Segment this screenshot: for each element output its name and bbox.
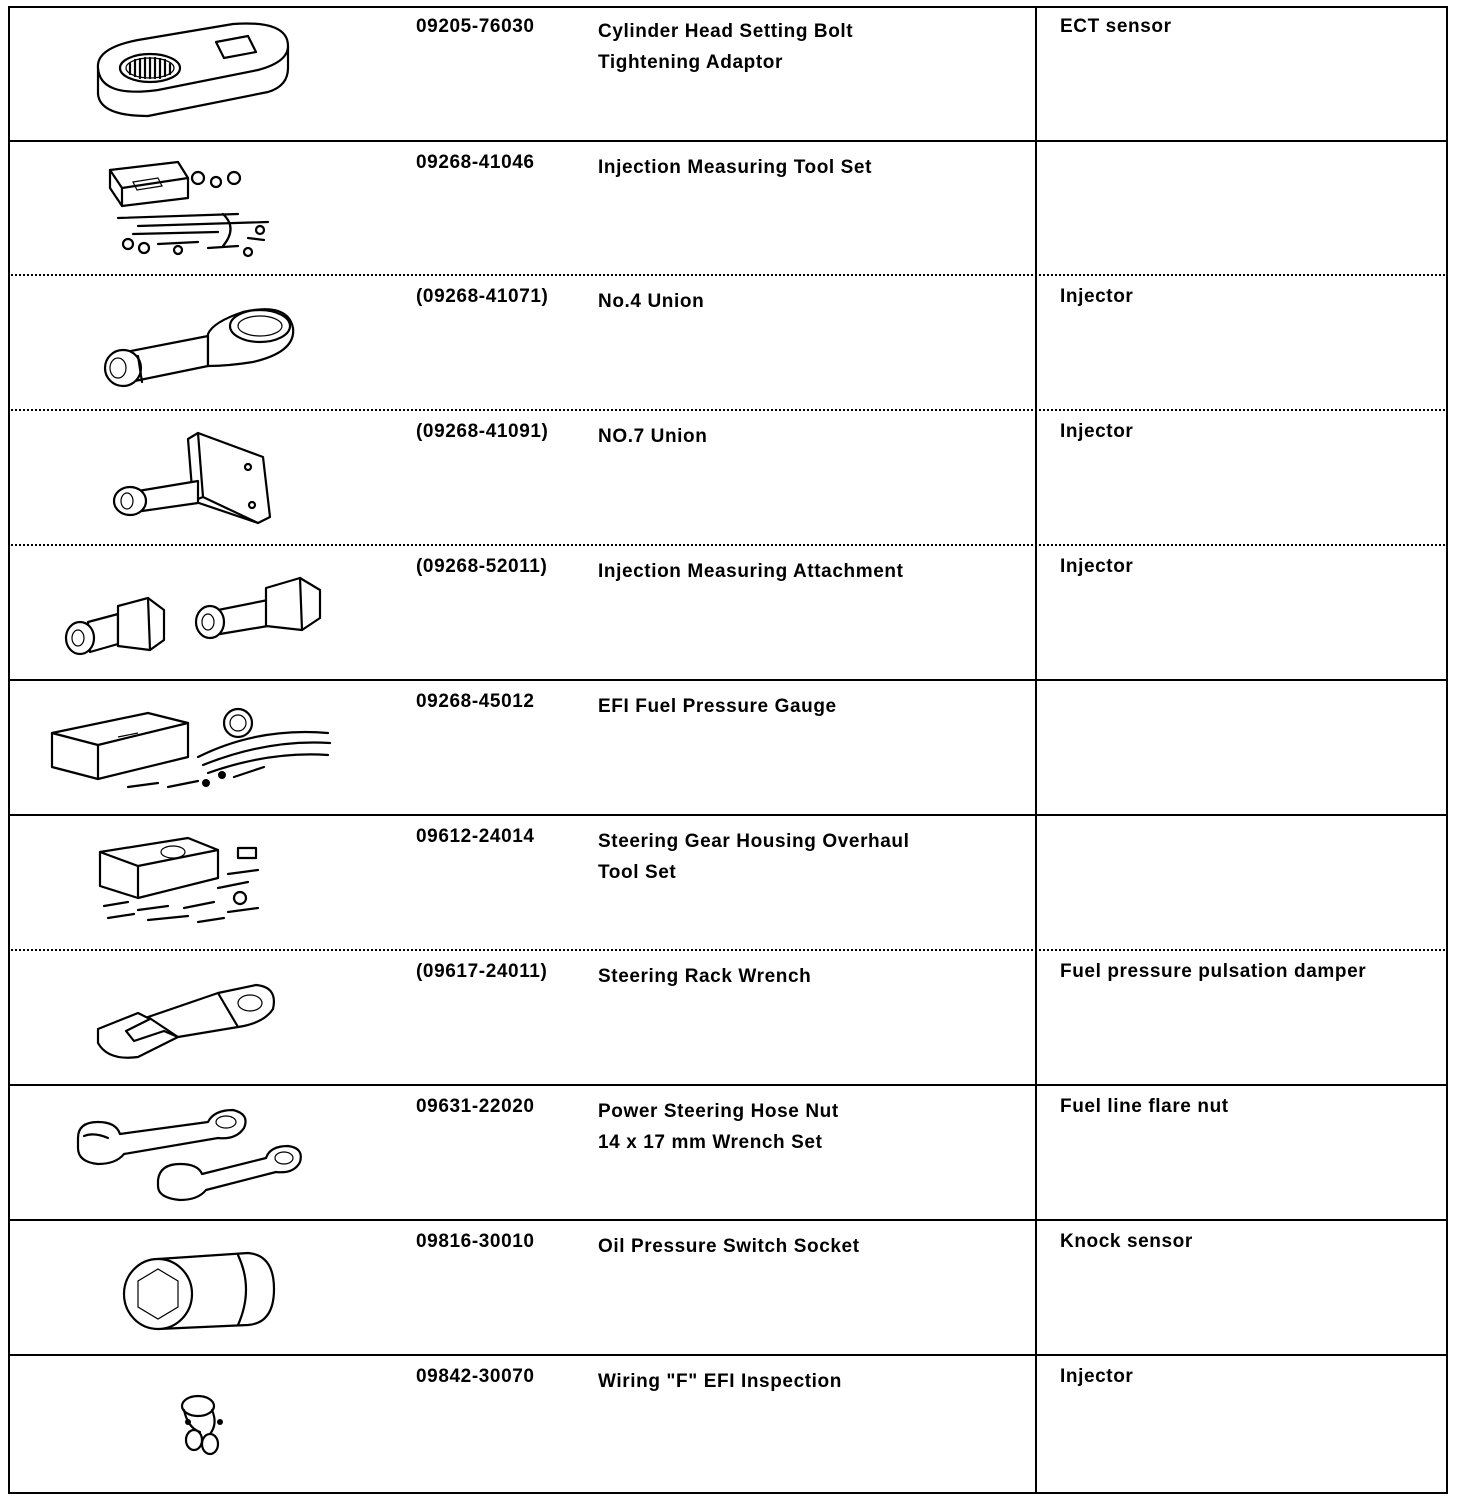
part-number: (09268-41091) [416, 421, 549, 442]
part-number: 09816-30010 [416, 1231, 535, 1252]
tool-row [8, 140, 1448, 276]
flange-union-icon [38, 417, 368, 537]
part-number: 09612-24014 [416, 826, 535, 847]
tool-name [598, 152, 872, 183]
part-number: (09268-41071) [416, 286, 549, 307]
part-number: 09842-30070 [416, 1366, 535, 1387]
part-number: 09205-76030 [416, 16, 535, 37]
tool-name [598, 421, 707, 452]
part-number: 09268-45012 [416, 691, 535, 712]
tool-case-icon [38, 822, 368, 942]
tool-set-icon [38, 148, 368, 268]
tool-name [598, 826, 910, 888]
union-icon [38, 282, 368, 402]
wiring-icon [38, 1362, 368, 1482]
tool-name-line: NO.7 Union [598, 426, 708, 447]
tool-use: Injector [1060, 286, 1134, 307]
tool-row [8, 679, 1448, 815]
tool-name-line: Injection Measuring Attachment [598, 561, 904, 582]
tool-use: Injector [1060, 556, 1134, 577]
tool-name-line: Steering Rack Wrench [598, 966, 812, 987]
tool-use: Fuel line flare nut [1060, 1096, 1229, 1117]
tool-name [598, 1366, 842, 1397]
tool-row [8, 949, 1448, 1085]
tool-name-line: Oil Pressure Switch Socket [598, 1236, 860, 1257]
tool-name [598, 556, 904, 587]
tool-row [8, 544, 1448, 680]
tool-name-line: Tool Set [598, 862, 677, 883]
tool-row [8, 1219, 1448, 1355]
tool-name [598, 286, 704, 317]
tool-row [8, 1084, 1448, 1220]
wrench-set-icon [38, 1092, 368, 1212]
tool-name-line: Cylinder Head Setting Bolt [598, 21, 854, 42]
adaptor-icon [38, 12, 368, 132]
part-number: 09631-22020 [416, 1096, 535, 1117]
column-divider [1035, 6, 1037, 1494]
tool-use: Knock sensor [1060, 1231, 1193, 1252]
tool-name [598, 691, 837, 722]
tool-name-line: Injection Measuring Tool Set [598, 157, 873, 178]
tool-row [8, 409, 1448, 545]
tool-name-line: Wiring "F" EFI Inspection [598, 1371, 842, 1392]
tool-row [8, 274, 1448, 410]
part-number: 09268-41046 [416, 152, 535, 173]
socket-icon [38, 1227, 368, 1347]
part-number: (09268-52011) [416, 556, 548, 577]
sst-table [8, 6, 1448, 1494]
tool-name-line: Steering Gear Housing Overhaul [598, 831, 910, 852]
tool-name [598, 961, 811, 992]
tool-name [598, 16, 853, 78]
tool-name-line: Tightening Adaptor [598, 52, 783, 73]
attachment-icon [38, 552, 368, 672]
tool-use: Injector [1060, 1366, 1134, 1387]
part-number: (09617-24011) [416, 961, 548, 982]
tool-name-line: Power Steering Hose Nut [598, 1101, 839, 1122]
pressure-gauge-icon [38, 687, 368, 807]
tool-row [8, 6, 1448, 140]
tool-name-line: 14 x 17 mm Wrench Set [598, 1132, 823, 1153]
tool-name-line: EFI Fuel Pressure Gauge [598, 696, 837, 717]
tool-row [8, 1354, 1448, 1496]
tool-use: Fuel pressure pulsation damper [1060, 961, 1367, 982]
tool-name [598, 1096, 839, 1158]
tool-name [598, 1231, 860, 1262]
tool-name-line: No.4 Union [598, 291, 705, 312]
tool-use: ECT sensor [1060, 16, 1172, 37]
tool-use: Injector [1060, 421, 1134, 442]
tool-row [8, 814, 1448, 950]
rack-wrench-icon [38, 957, 368, 1077]
